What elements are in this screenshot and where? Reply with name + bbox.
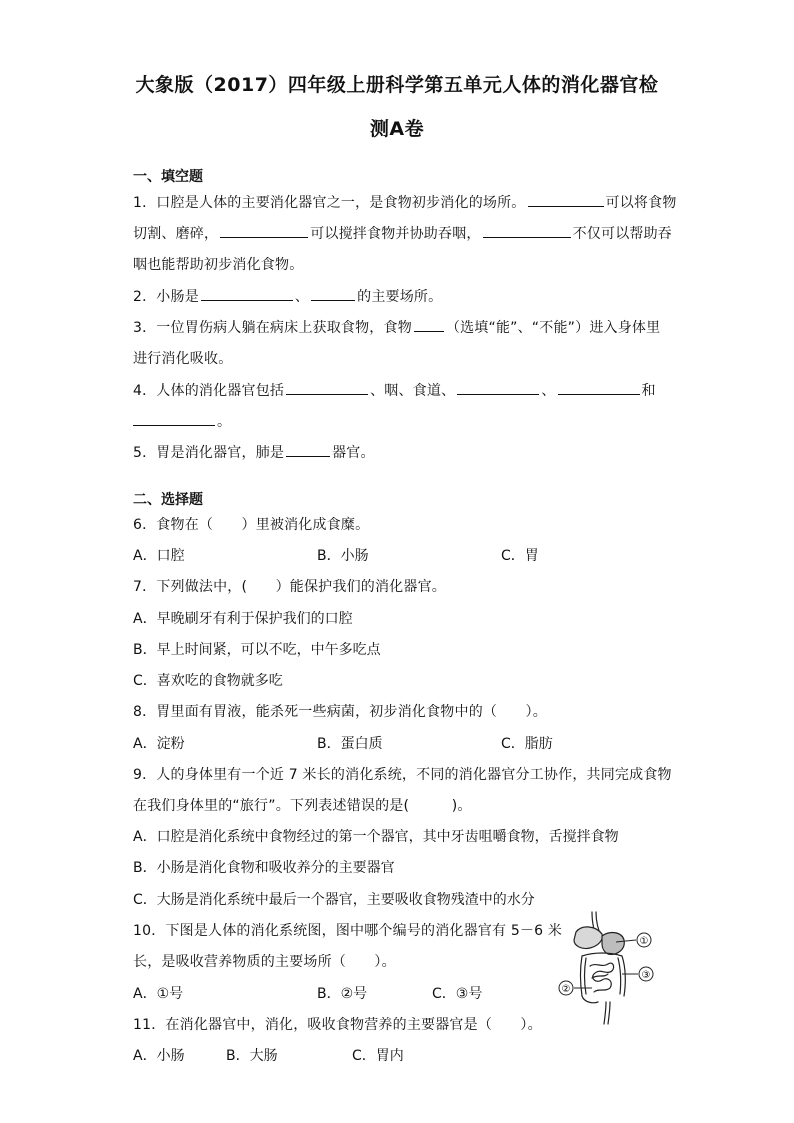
q4-blank-1[interactable]	[286, 382, 368, 395]
q4-text-b: 、咽、食道、	[370, 383, 456, 399]
q4-text-d: 和	[641, 383, 656, 399]
q1-text-d: 可以搅拌食物并协助吞咽，	[310, 226, 481, 242]
q9-option-a[interactable]: A．口腔是消化系统中食物经过的第一个器官，其中牙齿咀嚼食物，舌搅拌食物	[133, 829, 619, 845]
question-11-stem: 11．在消化器官中，消化，吸收食物营养的主要器官是（ ）。	[133, 1017, 542, 1033]
q11-option-c[interactable]: C．胃内	[352, 1048, 404, 1064]
q9-option-c[interactable]: C．大肠是消化系统中最后一个器官，主要吸收食物残渣中的水分	[133, 892, 535, 908]
q2-text-b: 、	[294, 289, 310, 305]
question-10-stem-line2: 长，是吸收营养物质的主要场所（ ）。	[133, 954, 396, 970]
q6-option-a[interactable]: A．口腔	[133, 548, 185, 564]
rectum-shape	[604, 1002, 606, 1024]
q6-option-c[interactable]: C．胃	[501, 548, 539, 564]
q1-text-e: 不仅可以帮助吞	[572, 226, 673, 242]
question-10-stem-line1: 10．下图是人体的消化系统图，图中哪个编号的消化器官有 5－6 米	[133, 923, 563, 939]
question-1-line1	[133, 192, 677, 212]
q5-text-a: 5．胃是消化器官，肺是	[133, 445, 285, 461]
q1-text-b: 可以将食物	[605, 195, 677, 211]
question-4-line1	[133, 380, 656, 400]
q1-blank-2[interactable]	[220, 225, 308, 238]
q3-text-a: 3．一位胃伤病人躺在病床上获取食物，食物	[133, 320, 412, 336]
question-9-stem-line1: 9．人的身体里有一个近 7 米长的消化系统，不同的消化器官分工协作，共同完成食物	[133, 767, 672, 783]
question-4-line2	[133, 411, 231, 431]
stomach-shape	[602, 933, 624, 955]
question-7-stem: 7．下列做法中，( ）能保护我们的消化器官。	[133, 579, 446, 595]
q5-text-b: 器官。	[332, 445, 375, 461]
q4-text-e: 。	[217, 414, 232, 430]
q2-blank-2[interactable]	[311, 288, 355, 301]
document-title-line1: 大象版（2017）四年级上册科学第五单元人体的消化器官检	[135, 74, 659, 96]
q2-text-a: 2．小肠是	[133, 289, 199, 305]
q1-text-a: 1．口腔是人体的主要消化器官之一，是食物初步消化的场所。	[133, 195, 526, 211]
figure-label-1: ①	[639, 936, 649, 947]
question-2	[133, 286, 442, 306]
q4-blank-3[interactable]	[558, 382, 640, 395]
q10-option-a[interactable]: A．①号	[133, 986, 184, 1002]
q8-option-a[interactable]: A．淀粉	[133, 736, 185, 752]
q3-blank-1[interactable]	[414, 319, 444, 332]
q4-text-a: 4．人体的消化器官包括	[133, 383, 285, 399]
liver-shape	[574, 927, 602, 949]
question-5	[133, 442, 375, 462]
q2-text-c: 的主要场所。	[357, 289, 443, 305]
section-heading-choice: 二、选择题	[133, 492, 203, 508]
q4-text-c: 、	[541, 383, 556, 399]
section-heading-fill-blank: 一、填空题	[133, 169, 203, 185]
q7-option-c[interactable]: C．喜欢吃的食物就多吃	[133, 673, 283, 689]
q9-option-b[interactable]: B．小肠是消化食物和吸收养分的主要器官	[133, 860, 395, 876]
question-1-line3: 咽也能帮助初步消化食物。	[133, 257, 304, 273]
question-9-stem-line2: 在我们身体里的“旅行”。下列表述错误的是( )。	[133, 798, 472, 814]
question-8-stem: 8．胃里面有胃液，能杀死一些病菌，初步消化食物中的（ ）。	[133, 704, 547, 720]
q7-option-a[interactable]: A．早晚刷牙有利于保护我们的口腔	[133, 611, 353, 627]
question-3-line2: 进行消化吸收。	[133, 351, 233, 367]
q2-blank-1[interactable]	[201, 288, 293, 301]
digestive-system-figure	[552, 908, 662, 1026]
q1-blank-1[interactable]	[528, 194, 604, 207]
figure-label-2: ②	[561, 984, 571, 995]
q7-option-b[interactable]: B．早上时间紧，可以不吃，中午多吃点	[133, 642, 381, 658]
q11-option-b[interactable]: B．大肠	[226, 1048, 278, 1064]
q10-option-c[interactable]: C．③号	[432, 986, 483, 1002]
q3-text-b: （选填“能”、“不能”）进入身体里	[445, 320, 661, 336]
q4-blank-4[interactable]	[133, 413, 215, 426]
q8-option-c[interactable]: C．脂肪	[501, 736, 553, 752]
q1-text-c: 切割、磨碎，	[133, 226, 219, 242]
q6-option-b[interactable]: B．小肠	[317, 548, 369, 564]
document-title-line2: 测A卷	[369, 118, 425, 140]
q10-option-b[interactable]: B．②号	[317, 986, 368, 1002]
q4-blank-2[interactable]	[457, 382, 539, 395]
q1-blank-3[interactable]	[483, 225, 571, 238]
question-1-line2	[133, 223, 672, 243]
q5-blank-1[interactable]	[286, 444, 330, 457]
question-6-stem: 6．食物在（ ）里被消化成食糜。	[133, 517, 370, 533]
figure-label-3: ③	[641, 970, 651, 981]
q8-option-b[interactable]: B．蛋白质	[317, 736, 383, 752]
q11-option-a[interactable]: A．小肠	[133, 1048, 185, 1064]
question-3-line1	[133, 317, 660, 337]
